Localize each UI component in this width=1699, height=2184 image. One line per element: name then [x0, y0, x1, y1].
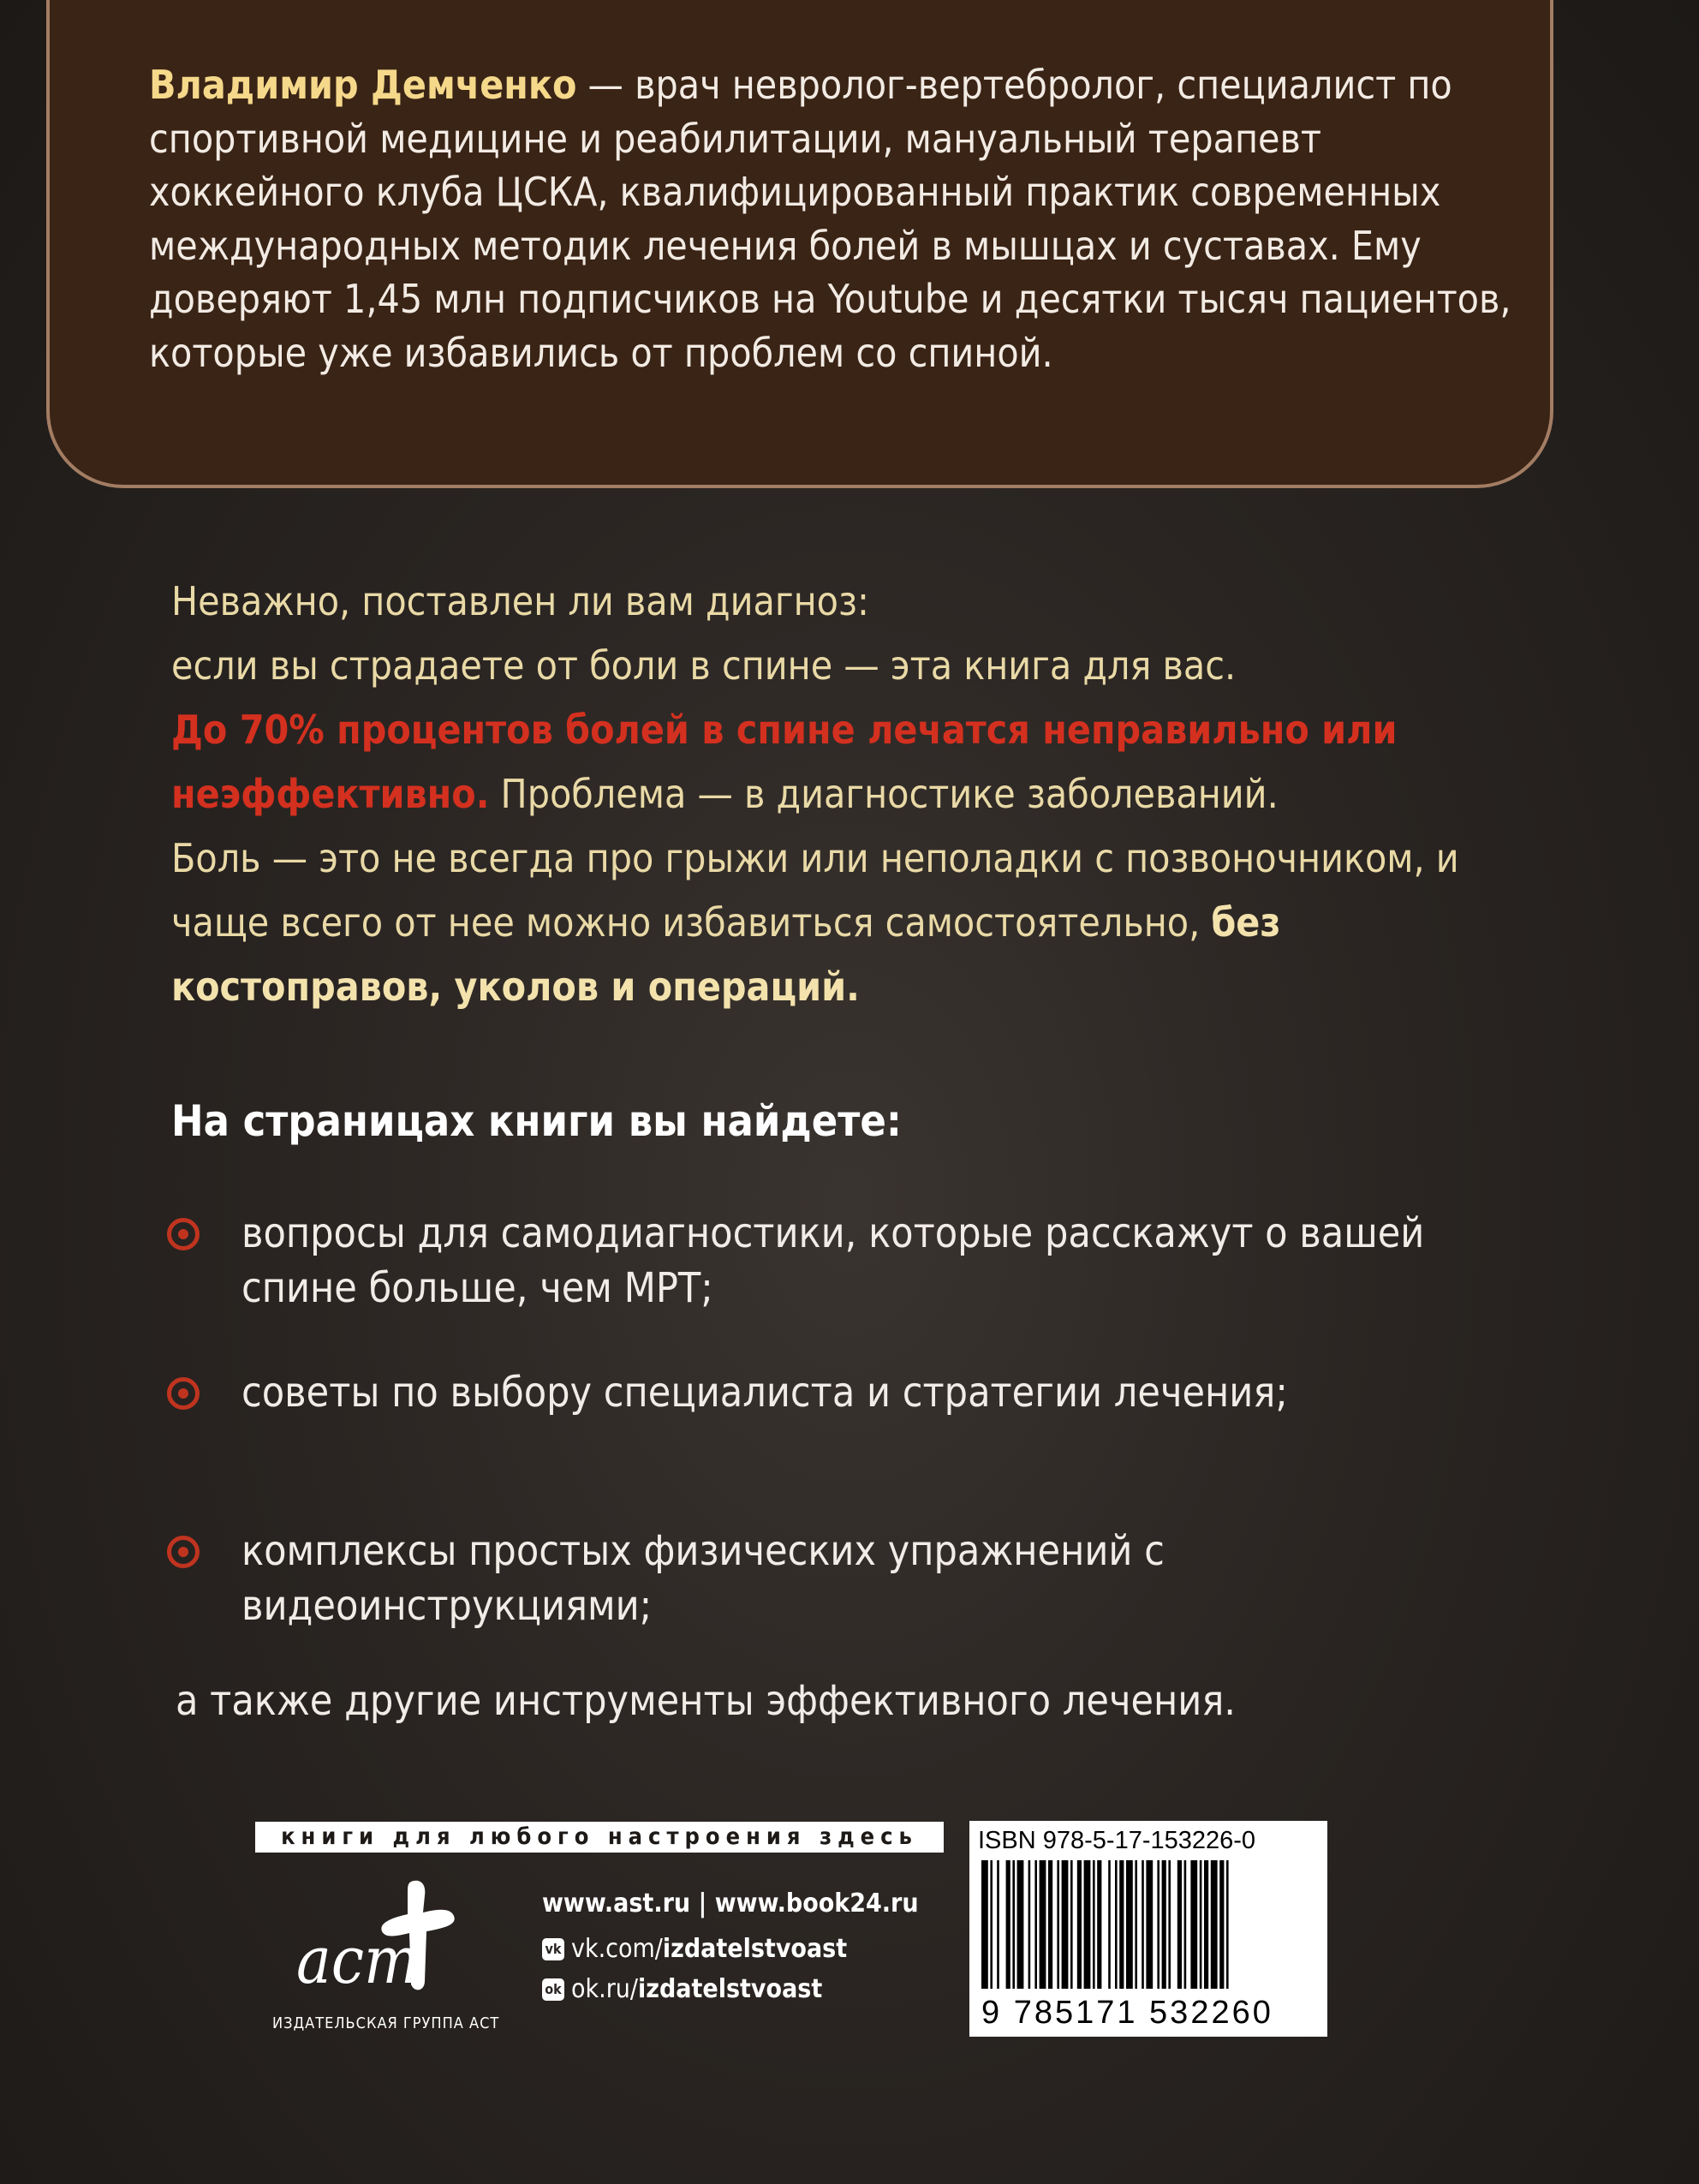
- feature-item: [167, 1365, 1503, 1420]
- intro-line-2: если вы страдаете от боли в спине — эта книга для вас.: [171, 642, 1237, 689]
- barcode-bar: [997, 1860, 999, 1989]
- barcode-bar: [1168, 1860, 1171, 1989]
- barcode-digits: 9 785171 532260: [981, 1995, 1273, 2031]
- barcode-bar: [1006, 1860, 1010, 1989]
- intro-after-red: Проблема — в диагностике заболеваний.: [489, 771, 1279, 817]
- ok-link[interactable]: [542, 1974, 919, 2004]
- feature-item-text: вопросы для самодиагностики, которые расскажут о вашей спине больше, чем МРТ;: [241, 1209, 1425, 1312]
- tagline-bar: книги для любого настроения здесь: [255, 1822, 944, 1853]
- bullet-icon: [167, 1377, 200, 1410]
- features-outro: а также другие инструменты эффективного лечения.: [176, 1677, 1237, 1725]
- logo-wordmark: аст: [296, 1922, 420, 1998]
- barcode-bar: [1012, 1860, 1015, 1989]
- barcode-bar: [1034, 1860, 1037, 1989]
- barcode-bar: [1211, 1860, 1218, 1989]
- ast-logo-icon: [291, 1871, 480, 2000]
- feature-item-text: советы по выбору специалиста и стратегии лечения;: [241, 1369, 1288, 1417]
- bullet-icon: [167, 1218, 200, 1250]
- website-links[interactable]: www.ast.ru | www.book24.ru: [542, 1889, 919, 1918]
- barcode-bar: [1119, 1860, 1124, 1989]
- barcode-bar: [1062, 1860, 1069, 1989]
- barcode-bar: [1077, 1860, 1082, 1989]
- barcode-bar: [1028, 1860, 1031, 1989]
- isbn-label: ISBN 978-5-17-153226-0: [978, 1827, 1256, 1854]
- publisher-links: [542, 1889, 919, 2004]
- barcode-bar: [1135, 1860, 1137, 1989]
- barcode-bar: [1017, 1860, 1024, 1989]
- barcode-bar: [1057, 1860, 1059, 1989]
- barcode-bar: [1093, 1860, 1095, 1989]
- barcode-bar: [990, 1860, 993, 1989]
- barcode-bar: [1097, 1860, 1101, 1989]
- vk-prefix: vk.com/: [571, 1934, 663, 1964]
- barcode-bar: [1115, 1860, 1118, 1989]
- isbn-barcode-block: [969, 1821, 1327, 2037]
- intro-line-1: Неважно, поставлен ли вам диагноз:: [171, 578, 869, 624]
- ok-icon: ok: [542, 1978, 564, 2001]
- barcode-bar: [1040, 1860, 1046, 1989]
- ok-handle: izdatelstvoast: [638, 1974, 823, 2004]
- feature-item: [167, 1524, 1503, 1633]
- barcode-icon: [978, 1860, 1319, 1997]
- intro-pain-text: Боль — это не всегда про грыжи или неполадки с позвоночником, и чаще всего от нее можно избавиться самостоятельно,: [171, 835, 1459, 946]
- barcode-bar: [1226, 1860, 1229, 1989]
- barcode-bar: [1070, 1860, 1073, 1989]
- vk-link[interactable]: [542, 1934, 919, 1964]
- barcode-bar: [1084, 1860, 1091, 1989]
- barcode-bar: [1177, 1860, 1182, 1989]
- author-bio: [149, 58, 1536, 379]
- bullet-icon: [167, 1536, 200, 1568]
- intro-red-highlight: До 70% процентов болей в спине лечатся неправильно или неэффективно.: [171, 707, 1398, 817]
- barcode-bar: [981, 1860, 988, 1989]
- publisher-name: ИЗДАТЕЛЬСКАЯ ГРУППА АСТ: [272, 2014, 500, 2032]
- barcode-bar: [1204, 1860, 1208, 1989]
- barcode-bar: [1126, 1860, 1133, 1989]
- barcode-bar: [1108, 1860, 1111, 1989]
- ok-prefix: ok.ru/: [571, 1974, 639, 2004]
- vk-handle: izdatelstvoast: [662, 1934, 848, 1964]
- barcode-bar: [1190, 1860, 1197, 1989]
- barcode-bar: [1200, 1860, 1202, 1989]
- author-name: Владимир Демченко: [149, 62, 577, 108]
- vk-icon: vk: [542, 1938, 564, 1960]
- feature-item-text: комплексы простых физических упражнений с видеоинструкциями;: [241, 1527, 1165, 1630]
- barcode-bar: [1146, 1860, 1153, 1989]
- barcode-bar: [1219, 1860, 1224, 1989]
- barcode-bar: [1048, 1860, 1052, 1989]
- barcode-bar: [1162, 1860, 1166, 1989]
- barcode-bar: [1184, 1860, 1187, 1989]
- intro-paragraph: [171, 570, 1507, 1019]
- barcode-bar: [1142, 1860, 1144, 1989]
- intro-bold-highlight: без костоправов, уколов и операций.: [171, 899, 1281, 1010]
- features-title: На страницах книги вы найдете:: [171, 1096, 902, 1146]
- feature-item: [167, 1206, 1503, 1316]
- author-bio-text: — врач невролог-вертебролог, специалист по спортивной медицине и реабилитации, мануальный терапевт хоккейного клуба ЦСКА, квалифицированный практик современных международных методик лечения болей в мышцах и суставах. Ему доверяют 1,45 млн подписчиков на Youtube и десятки тысяч пациентов, которые уже избавились от проблем со спиной.: [149, 62, 1511, 376]
- barcode-bar: [1157, 1860, 1159, 1989]
